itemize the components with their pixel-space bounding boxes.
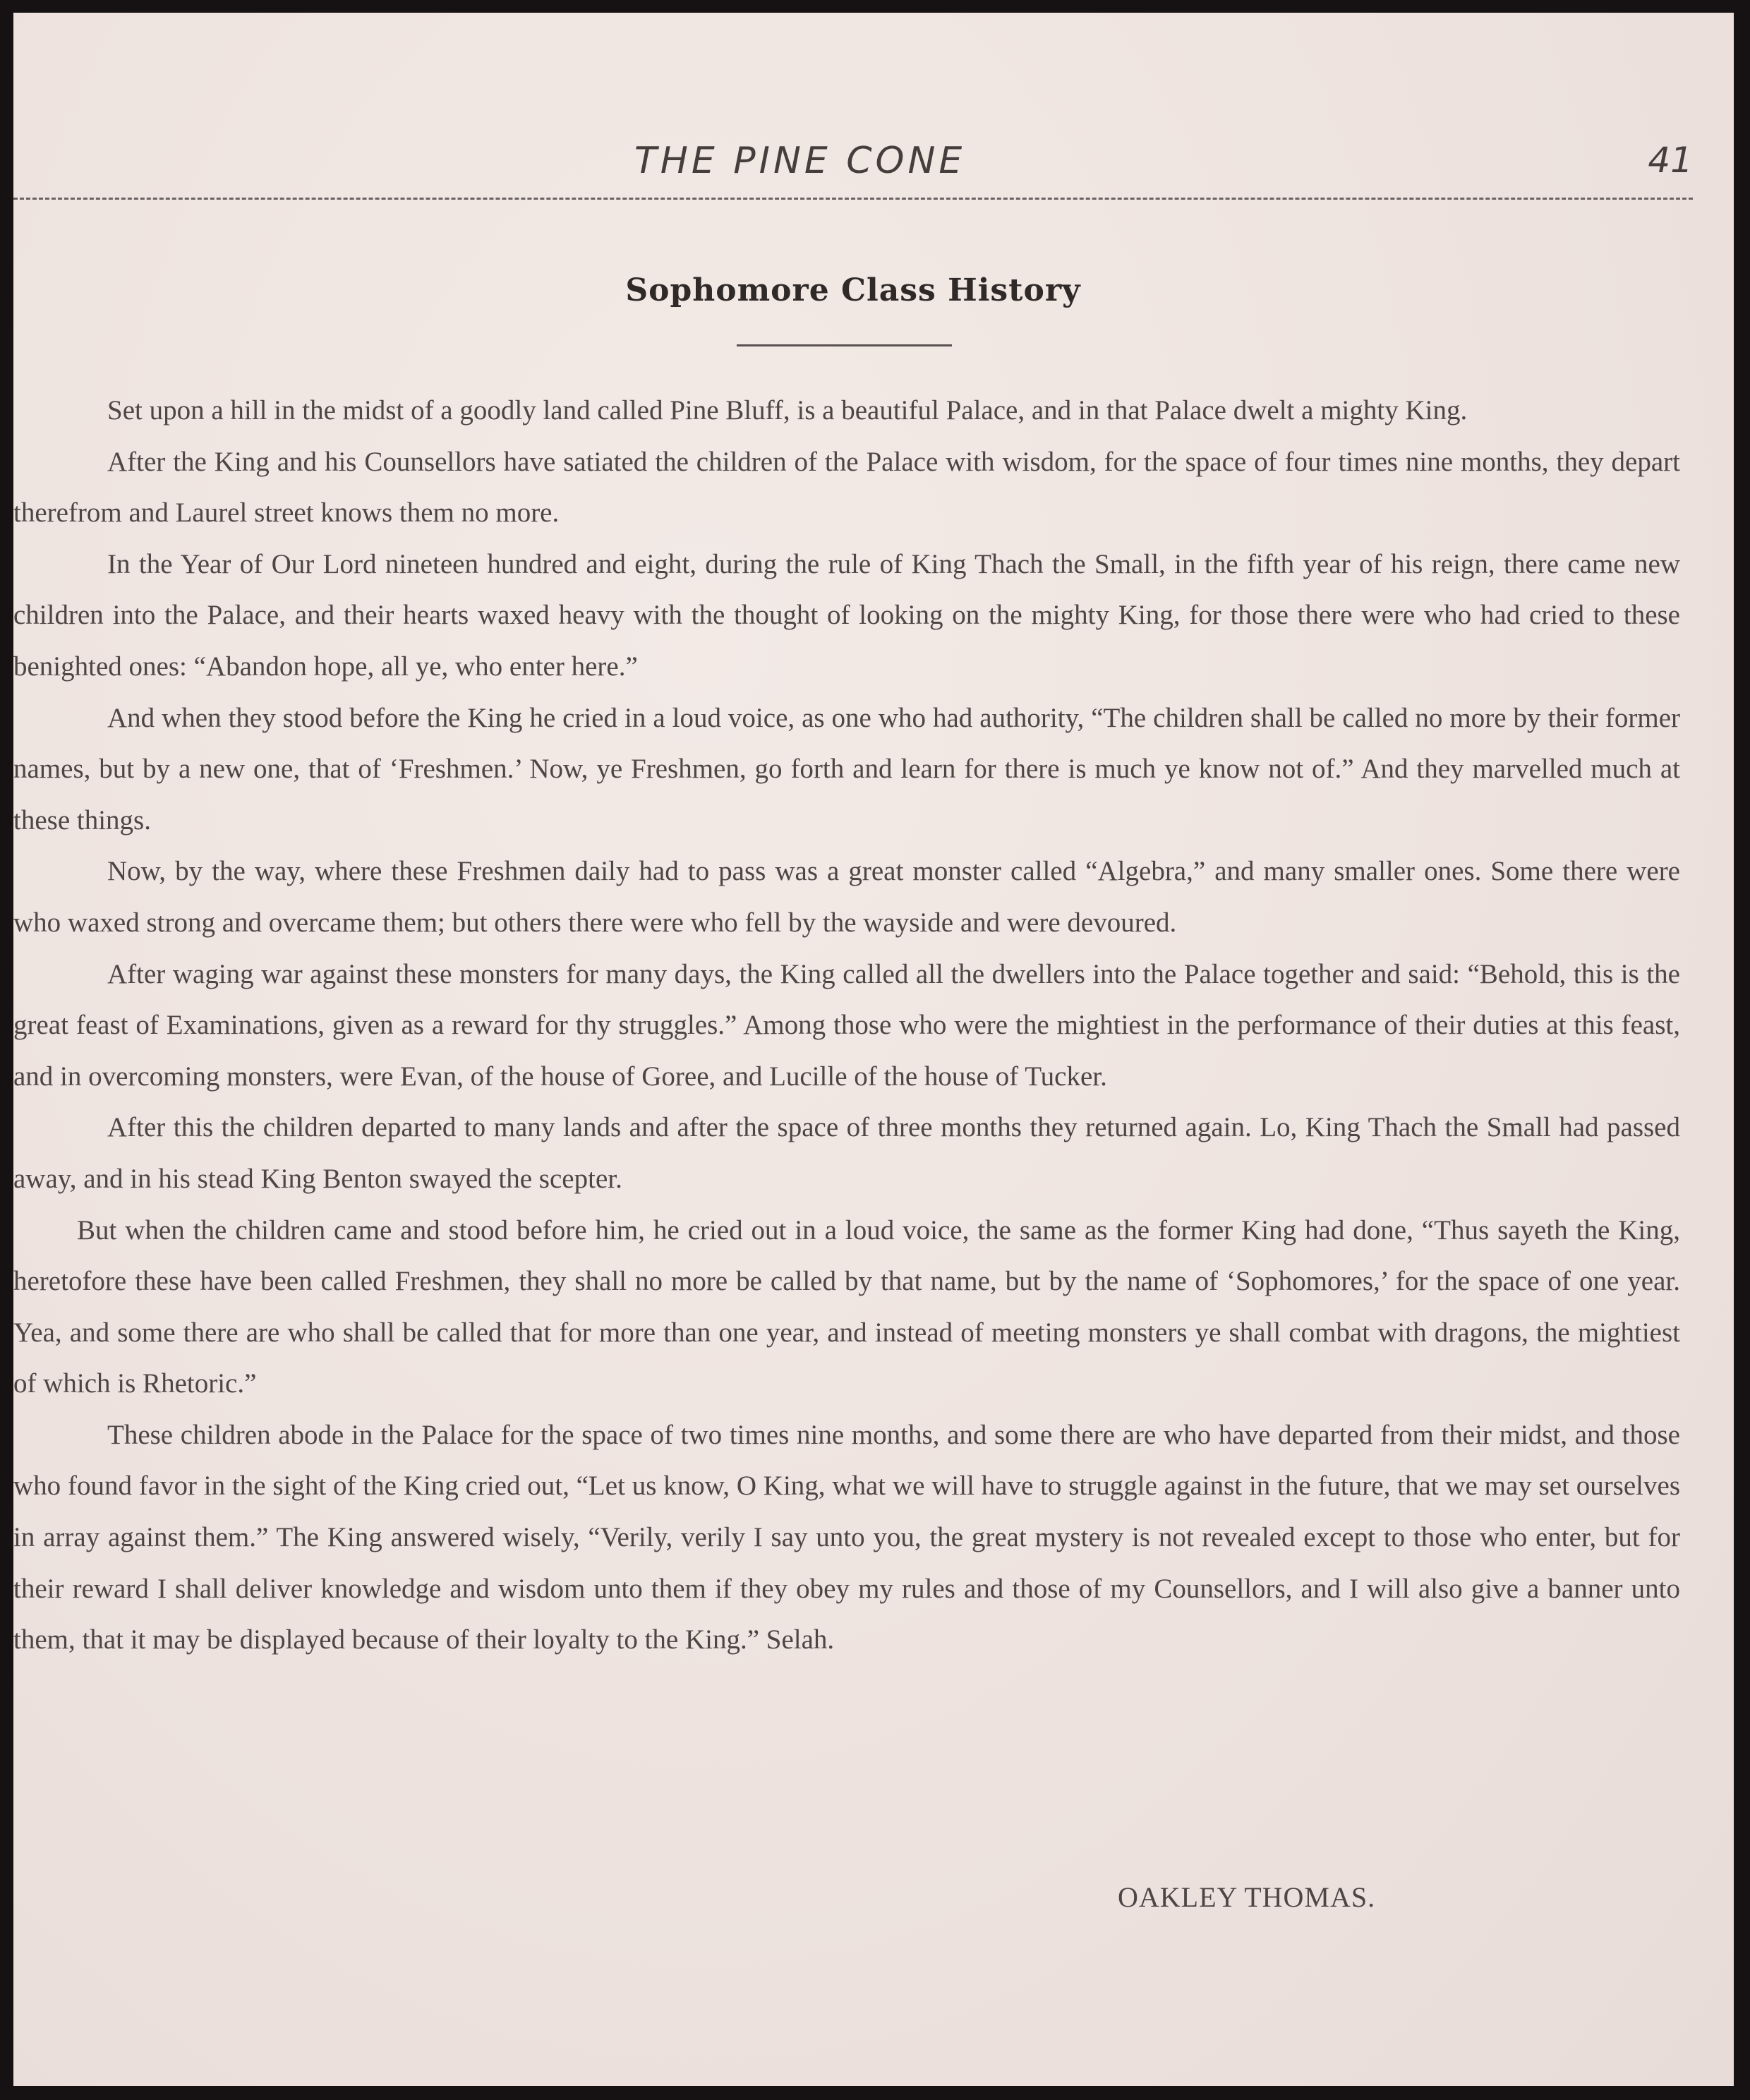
header-rule [13,198,1693,200]
title-underline [737,344,952,346]
paragraph: After waging war against these monsters for many days, the King called all the dwellers into the Palace together and said: “Behold, this is the great feast of Examinations, given as a reward for thy struggles.” Among those who were the mightiest in the performance of their duties at this feast, and in overcoming monsters, were Evan, of the house of Goree, and Lucille of the house of Tucker. [13,958,1680,1092]
yearbook-page [13,13,1734,2086]
running-header [13,133,1693,203]
paragraph: These children abode in the Palace for the space of two times nine months, and some there are who have departed from their midst, and those who found favor in the sight of the King cried out, “Let us know, O King, what we will have to struggle against in the future, that we may set ourselves in array against them.” The King answered wisely, “Verily, verily I say unto you, the great mystery is not revealed except to those who enter, but for their reward I shall deliver knowledge and wisdom unto them if they obey my rules and those of my Counsellors, and I will also give a banner unto them, that it may be displayed because of their loyalty to the King.” Selah. [13,1419,1680,1655]
paragraph: And when they stood before the King he cried in a loud voice, as one who had authority, “The children shall be called no more by their former names, but by a new one, that of ‘Freshmen.’ Now, ye Freshmen, go forth and learn for there is much ye know not of.” And they marvelled much at these things. [13,702,1680,835]
publication-title: THE PINE CONE [634,140,966,182]
paragraph: After this the children departed to many lands and after the space of three months they returned again. Lo, King Thach the Small had passed away, and in his stead King Benton swayed the scepter. [13,1112,1680,1194]
paragraph: Set upon a hill in the midst of a goodly land called Pine Bluff, is a beautiful Palace, and in that Palace dwelt a mighty King. [107,395,1468,426]
paragraph: But when the children came and stood before him, he cried out in a loud voice, the same as the former King had done, “Thus sayeth the King, heretofore these have been called Freshmen, they shall no more be called by that name, but by the name of ‘Sophomores,’ for the space of one year. Yea, and some there are who shall be called that for more than one year, and instead of meeting monsters ye shall combat with dragons, the mightiest of which is Rhetoric.” [13,1214,1680,1399]
paragraph: After the King and his Counsellors have satiated the children of the Palace with wisdom, for the space of four times nine months, they depart therefrom and Laurel street knows them no more. [13,446,1680,529]
page-number: 41 [1648,140,1693,181]
author-signature: OAKLEY THOMAS. [1118,1881,1376,1913]
article-title: Sophomore Class History [625,272,1081,308]
article-body [13,385,1680,1666]
paragraph: Now, by the way, where these Freshmen daily had to pass was a great monster called “Algebra,” and many smaller ones. Some there were who waxed strong and overcame them; but others there were who fell by the wayside and were devoured. [13,856,1680,938]
paragraph: In the Year of Our Lord nineteen hundred and eight, during the rule of King Thach the Small, in the fifth year of his reign, there came new children into the Palace, and their hearts waxed heavy with the thought of looking on the mighty King, for those there were who had cried to these benighted ones: “Abandon hope, all ye, who enter here.” [13,548,1680,682]
